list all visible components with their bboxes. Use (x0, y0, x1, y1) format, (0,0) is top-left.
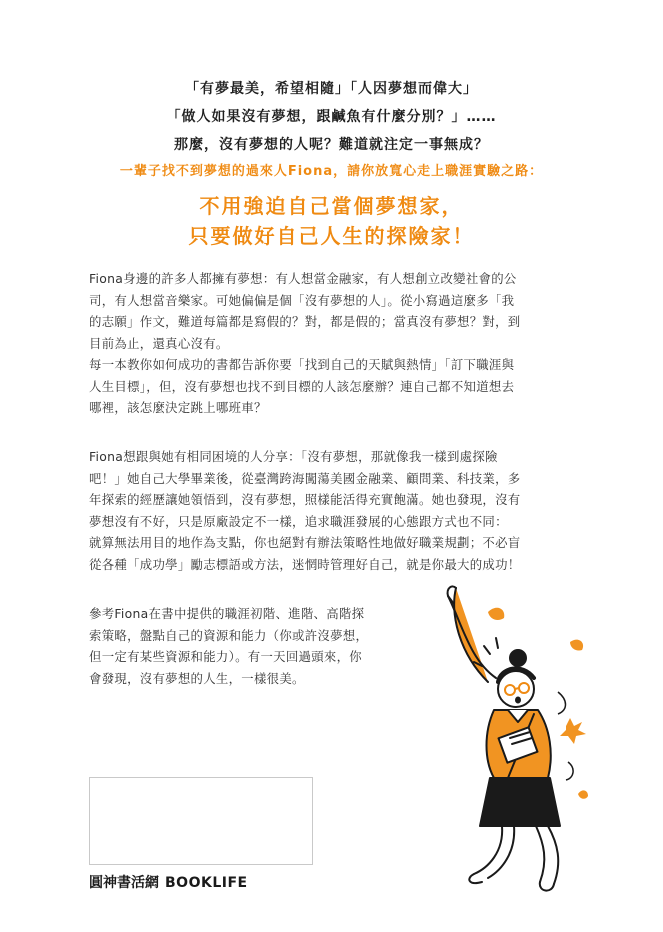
lead-line: 一輩子找不到夢想的過來人Fiona，請你放寬心走上職涯實驗之路： (119, 164, 544, 179)
text-line: 索策略，盤點自己的資源和能力（你或許沒夢想， (89, 627, 369, 643)
paragraph-share (89, 446, 579, 575)
text-line: 參考Fiona在書中提供的職涯初階、進階、高階探 (89, 606, 365, 621)
publisher-wordmark: BOOKLIFE (165, 875, 248, 891)
text-line: 每一本教你如何成功的書都告訴你要「找到自己的天賦與熱情」「訂下職涯與 (89, 357, 515, 372)
text-line: 的志願」作文，難道每篇都是寫假的？對，都是假的；當真沒有夢想？對，到 (89, 314, 521, 329)
text-line: 司，有人想當音樂家。可她偏偏是個「沒有夢想的人」。從小寫過這麼多「我 (89, 292, 515, 308)
text-line: 夢想沒有不好，只是原廠設定不一樣，追求職涯發展的心態跟方式也不同： (89, 513, 508, 529)
text-line: 吧！」她自己大學畢業後，從臺灣跨海闖蕩美國金融業、顧問業、科技業，多 (89, 470, 521, 486)
text-line: 但一定有某些資源和能力）。有一天回過頭來，你 (89, 649, 362, 664)
text-line: 目前為止，還真心沒有。 (89, 335, 229, 351)
publisher-logo[interactable] (89, 872, 248, 892)
headline-line-1: 不用強迫自己當個夢想家， (199, 194, 464, 218)
text-line: 哪裡，該怎麼決定跳上哪班車？ (89, 400, 267, 415)
opening-quote-2: 「做人如果沒有夢想，跟鹹魚有什麼分別？」…… (166, 109, 497, 125)
paragraph-strategy (89, 603, 419, 689)
headline-line-2: 只要做好自己人生的探險家！ (188, 224, 475, 248)
paragraph-intro (89, 268, 579, 419)
explorer-illustration (418, 582, 598, 902)
text-line: Fiona想跟與她有相同困境的人分享：「沒有夢想，那就像我一樣到處探險 (89, 449, 498, 464)
text-line: Fiona身邊的許多人都擁有夢想：有人想當金融家，有人想創立改變社會的公 (89, 271, 517, 286)
text-line: 人生目標」，但，沒有夢想也找不到目標的人該怎麼辦？連自己都不知道想去 (89, 378, 515, 394)
text-line: 會發現，沒有夢想的人生，一樣很美。 (89, 670, 305, 686)
barcode-box (89, 777, 313, 865)
opening-quote-1: 「有夢最美，希望相隨」「人因夢想而偉大」 (185, 81, 478, 97)
opening-question: 那麼，沒有夢想的人呢？難道就注定一事無成？ (174, 137, 489, 153)
publisher-name: 圓神書活網 (89, 875, 159, 891)
text-line: 從各種「成功學」勵志標語或方法，迷惘時管理好自己，就是你最大的成功！ (89, 556, 521, 572)
text-line: 年探索的經歷讓她領悟到，沒有夢想，照樣能活得充實飽滿。她也發現，沒有 (89, 492, 521, 507)
text-line: 就算無法用目的地作為支點，你也絕對有辦法策略性地做好職業規劃；不必盲 (89, 535, 521, 550)
